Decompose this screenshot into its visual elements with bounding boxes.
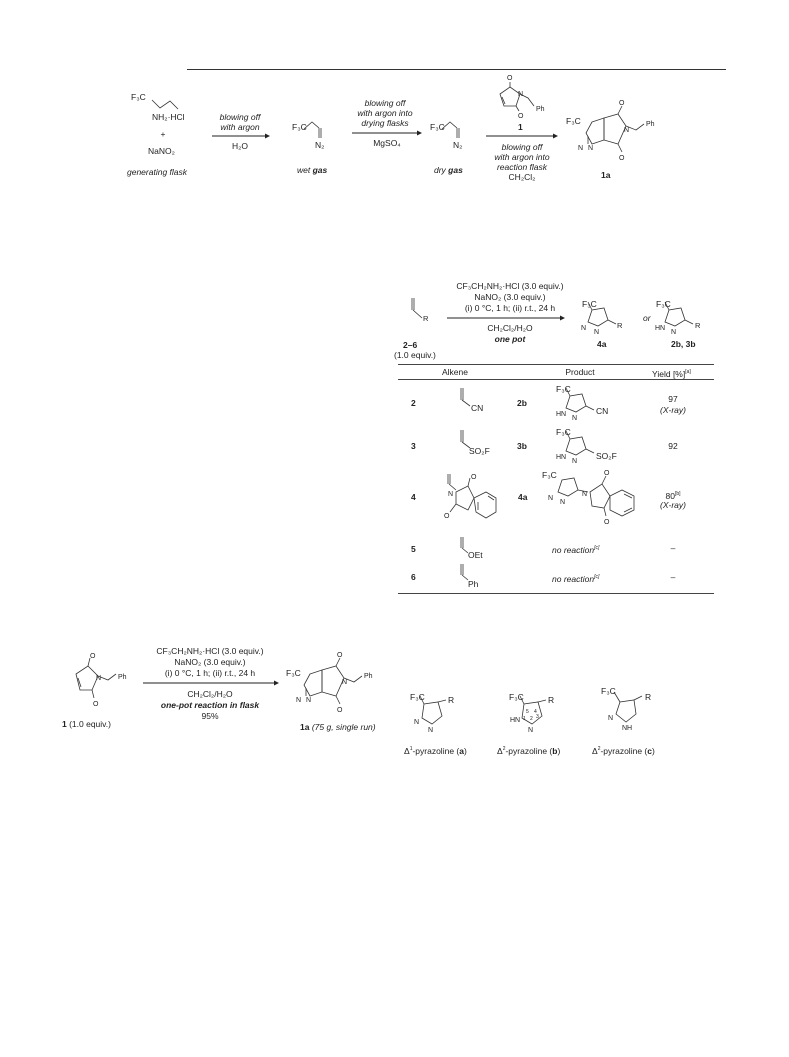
condition-line-3: (i) 0 °C, 1 h; (ii) r.t., 24 h (464, 303, 556, 313)
plus-sign: + (160, 129, 166, 139)
sodium-nitrite-label: NaNO₂ (148, 146, 175, 156)
ring-number-4: 4 (534, 709, 537, 715)
row4-yield: 80 (665, 490, 675, 501)
svg-text:O: O (507, 75, 513, 82)
pyrazoline-a-letter: a (459, 745, 464, 756)
svg-text:N: N (624, 127, 630, 134)
row2-number: 2 (411, 398, 416, 408)
amine-hcl-label: NH₂·HCl (152, 112, 185, 122)
reaction-arrow-3 (486, 132, 558, 140)
header-rule (187, 69, 726, 70)
scheme3-one-pot: one-pot reaction in flask (160, 700, 260, 710)
product-4a-label: 4a (597, 339, 607, 349)
row3-product-number: 3b (517, 441, 527, 451)
row2-product-number: 2b (517, 398, 527, 408)
svg-text:HN: HN (510, 717, 521, 724)
pyrazoline-c-letter: c (647, 745, 652, 756)
svg-text:N: N (296, 697, 302, 704)
pyrazoline-a-name: -pyrazoline ( (412, 745, 460, 756)
row3-substituent: SO₂F (469, 446, 490, 456)
svg-text:O: O (444, 513, 450, 520)
svg-text:N: N (588, 145, 594, 152)
row6-substituent: Ph (468, 579, 479, 589)
svg-text:R: R (423, 314, 429, 323)
dry-label: dry (434, 165, 449, 175)
svg-text:N: N (96, 675, 102, 682)
table-top-rule (398, 364, 714, 365)
arrow3-bottom-text: blowing off with argon into reaction flask (494, 142, 550, 172)
svg-text:N: N (414, 719, 420, 726)
product-1a-number: 1a (300, 722, 310, 732)
product-cf3-label: F₃C (566, 116, 581, 126)
row2-cf3: F₃C (556, 384, 571, 394)
row4-number: 4 (411, 492, 416, 502)
wet-label: wet (297, 165, 313, 175)
pyrazoline-c-name: -pyrazoline ( (600, 745, 648, 756)
svg-text:O: O (471, 474, 477, 481)
svg-text:O: O (604, 519, 610, 526)
svg-text:O: O (518, 113, 524, 120)
svg-text:N: N (671, 329, 677, 336)
row4-xray: (X-ray) (660, 500, 686, 510)
pyrazoline-a-cf3: F₃C (410, 692, 425, 702)
table-reaction-arrow (447, 314, 565, 322)
substrate-equiv: (1.0 equiv.) (394, 350, 436, 360)
row6-result-note: [c] (594, 574, 600, 580)
svg-text:Ph: Ph (364, 673, 373, 680)
cf3-label: F₃C (131, 92, 146, 102)
pyrazoline-c-suffix: ) (651, 745, 655, 756)
row4-cf3: F₃C (542, 470, 557, 480)
scheme3-reaction-arrow (143, 679, 279, 687)
product-1a-large-structure (284, 650, 394, 720)
svg-text:N: N (578, 145, 584, 152)
svg-text:O: O (337, 652, 343, 659)
pyrazoline-b-cf3: F₃C (509, 692, 524, 702)
ring-number-2: 2 (530, 716, 533, 722)
pyrazoline-b-r: R (548, 695, 555, 705)
scheme3-cf3: F₃C (286, 668, 301, 678)
dry-n2-label: N₂ (453, 140, 463, 150)
reaction-arrow-1 (212, 132, 270, 140)
row2-product-sub: CN (596, 406, 609, 416)
reagent-1-label: 1 (518, 122, 523, 132)
product-1a-note: (75 g, single run) (309, 722, 376, 732)
row2-yield: 97 (668, 394, 678, 404)
table-solvent: CH₂Cl₂/H₂O (487, 323, 533, 333)
row5-substituent: OEt (468, 550, 483, 560)
product-2b-label: 2b, 3b (671, 339, 696, 349)
header-yield: Yield [%] (652, 368, 686, 379)
row4-product-number: 4a (518, 492, 528, 502)
pyrazoline-b-letter: b (552, 745, 558, 756)
svg-text:O: O (619, 155, 625, 162)
row5-result-note: [c] (594, 545, 600, 551)
scheme3-condition-2: NaNO₂ (3.0 equiv.) (174, 657, 246, 667)
row6-yield: – (670, 572, 676, 582)
table-bottom-rule (398, 593, 714, 594)
svg-text:O: O (619, 100, 625, 107)
svg-text:N: N (342, 679, 348, 686)
scheme3-condition-3: (i) 0 °C, 1 h; (ii) r.t., 24 h (164, 668, 256, 678)
svg-text:N: N (518, 91, 524, 98)
ring-number-3: 3 (536, 714, 539, 720)
svg-text:HN: HN (556, 411, 567, 418)
row6-result: no reaction (552, 573, 595, 584)
row3-number: 3 (411, 441, 416, 451)
reaction-arrow-2 (352, 129, 422, 137)
row3-cf3: F₃C (556, 427, 571, 437)
pyrazoline-a-suffix: ) (463, 745, 467, 756)
arrow3-solvent: CH₂Cl₂ (508, 172, 536, 182)
svg-text:O: O (93, 701, 99, 708)
condition-line-2: NaNO₂ (3.0 equiv.) (474, 292, 546, 302)
row3-yield: 92 (668, 441, 678, 451)
dry-gas-label: gas (448, 165, 463, 175)
header-alkene: Alkene (442, 367, 468, 377)
pyrazoline-b-sup: 2 (502, 746, 506, 752)
product-1a-label: 1a (601, 170, 611, 180)
ring-number-1: 1 (523, 716, 526, 722)
wet-gas-label: gas (312, 165, 328, 175)
arrow1-bottom-text: H₂O (231, 141, 249, 151)
svg-text:N: N (306, 697, 312, 704)
one-pot-label: one pot (494, 334, 526, 344)
svg-text:R: R (617, 321, 623, 330)
svg-text:HN: HN (655, 325, 666, 332)
table-header-rule (398, 379, 714, 380)
n-vinylphthalimide-structure (440, 472, 520, 534)
pyrazoline-b-delta: Δ (497, 745, 503, 756)
svg-text:HN: HN (556, 454, 567, 461)
reactant-1-structure (62, 654, 142, 714)
row2-substituent: CN (471, 403, 484, 413)
pyrazoline-c-r: R (645, 692, 652, 702)
ph-group: Ph (536, 106, 545, 113)
pyrazoline-a-r: R (448, 695, 455, 705)
pyrazoline-b-name: -pyrazoline ( (505, 745, 553, 756)
scheme3-solvent: CH₂Cl₂/H₂O (187, 689, 233, 699)
scheme3-yield: 95% (201, 711, 219, 721)
pyrazoline-c-sup: 2 (597, 746, 601, 752)
product-1a-structure (564, 100, 674, 170)
row5-number: 5 (411, 544, 416, 554)
wet-n2-label: N₂ (315, 140, 325, 150)
svg-text:N: N (560, 499, 566, 506)
arrow2-bottom-text: MgSO₄ (373, 138, 401, 148)
svg-text:N: N (528, 727, 534, 734)
pyrazoline-a-delta: Δ (404, 745, 410, 756)
condition-line-1: CF₃CH₂NH₂·HCl (3.0 equiv.) (456, 281, 564, 291)
product-4a-cf3: F₃C (582, 299, 597, 309)
row5-result: no reaction (552, 544, 595, 555)
svg-text:N: N (594, 329, 600, 336)
row6-number: 6 (411, 572, 416, 582)
svg-text:N: N (582, 491, 588, 498)
header-product: Product (565, 367, 595, 377)
scheme3-condition-1: CF₃CH₂NH₂·HCl (3.0 equiv.) (156, 646, 264, 656)
arrow1-top-text: blowing off with argon (219, 112, 261, 132)
pyrazoline-c-delta: Δ (592, 745, 598, 756)
svg-text:N: N (572, 415, 578, 422)
alkene-structure (402, 296, 442, 336)
ring-number-5: 5 (526, 709, 529, 715)
reactant-1-equiv: (1.0 equiv.) (66, 719, 111, 729)
dry-cf3-label: F₃C (430, 122, 445, 132)
svg-text:N: N (608, 715, 614, 722)
svg-text:Ph: Ph (646, 121, 655, 128)
svg-text:N: N (548, 495, 554, 502)
svg-text:O: O (604, 470, 610, 477)
arrow2-top-text: blowing off with argon into drying flasks (357, 98, 413, 128)
svg-text:N: N (448, 491, 454, 498)
pyrazoline-b-suffix: ) (557, 745, 561, 756)
svg-text:N: N (572, 458, 578, 465)
substrate-range: 2–6 (403, 340, 418, 350)
pyrazoline-c-cf3: F₃C (601, 686, 616, 696)
svg-text:O: O (90, 653, 96, 660)
reactant-ph-group: Ph (118, 674, 127, 681)
svg-text:NH: NH (622, 725, 633, 732)
svg-text:N: N (581, 325, 587, 332)
row4-product-structure (542, 466, 652, 536)
svg-text:N: N (428, 727, 434, 734)
svg-text:O: O (337, 707, 343, 714)
product-2b-cf3: F₃C (656, 299, 671, 309)
wet-cf3-label: F₃C (292, 122, 307, 132)
n-benzylmaleimide-structure (490, 75, 550, 122)
or-label: or (643, 313, 651, 323)
row4-yield-note: [b] (674, 491, 681, 497)
header-yield-note: [a] (685, 369, 691, 375)
reactant-1-number: 1 (62, 719, 67, 729)
row2-xray: (X-ray) (660, 405, 686, 415)
row5-yield: – (670, 543, 676, 553)
svg-text:R: R (695, 321, 701, 330)
generating-flask-label: generating flask (127, 167, 188, 177)
row3-product-sub: SO₂F (596, 451, 617, 461)
pyrazoline-a-sup: 1 (409, 746, 413, 752)
